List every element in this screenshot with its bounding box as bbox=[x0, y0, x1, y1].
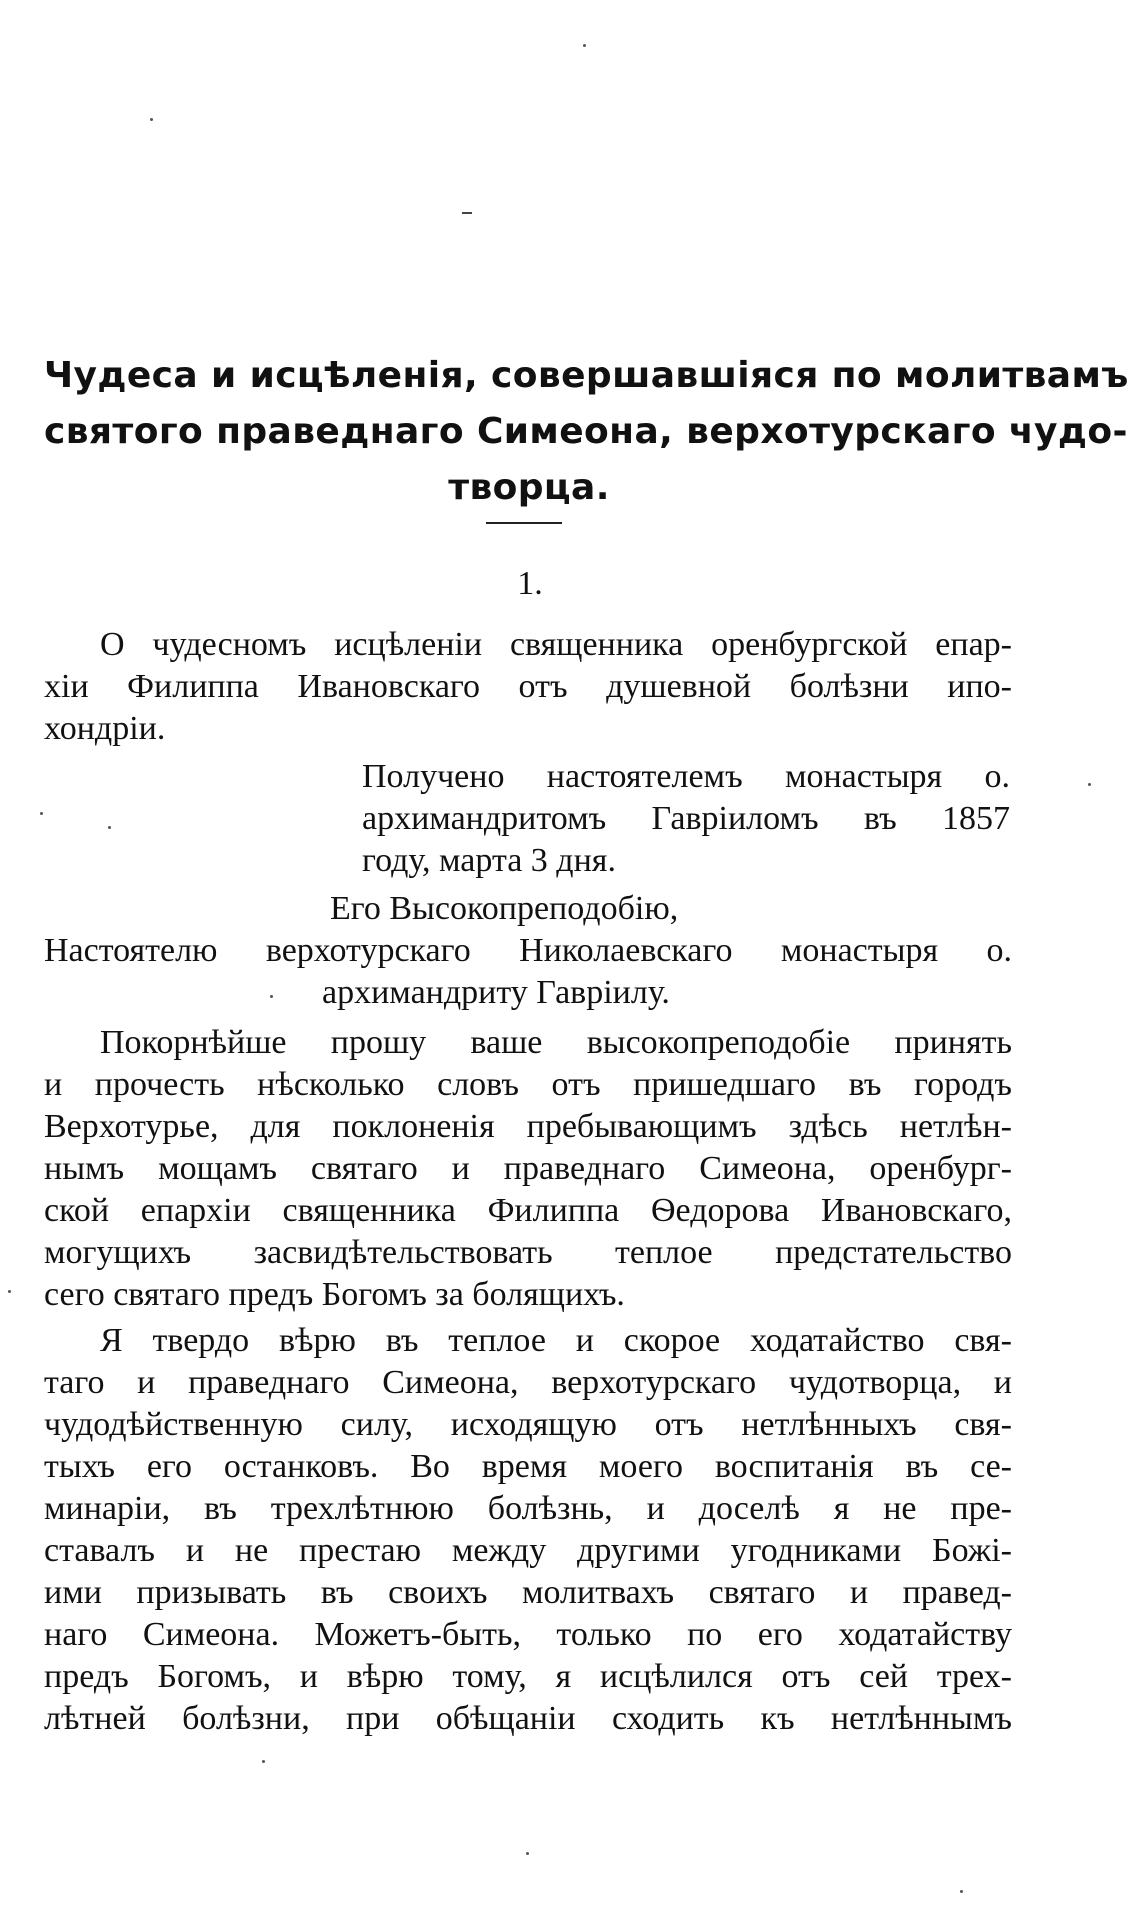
paragraph-line: Я твердо вѣрю въ теплое и скорое ходатайство свя- bbox=[100, 1322, 1012, 1359]
subtitle-line: О чудесномъ исцѣленіи священника оренбургской епар- bbox=[100, 626, 1012, 663]
received-note-line: Получено настоятелемъ монастыря о. bbox=[362, 758, 1010, 795]
letter-address bbox=[44, 888, 1012, 1014]
paragraph-line: ставалъ и не престаю между другими угодниками Божі- bbox=[44, 1532, 1012, 1569]
section-number: 1. bbox=[517, 565, 543, 602]
address-line: архимандриту Гавріилу. bbox=[322, 974, 670, 1011]
title-divider bbox=[486, 522, 562, 524]
paragraph-line: чудодѣйственную силу, исходящую отъ нетлѣнныхъ свя- bbox=[44, 1406, 1012, 1443]
scan-speck bbox=[583, 44, 586, 47]
paragraph-line: нымъ мощамъ святаго и праведнаго Симеона, оренбург- bbox=[44, 1150, 1012, 1187]
letter-paragraph bbox=[44, 1320, 1012, 1740]
letter-paragraph bbox=[44, 1022, 1012, 1316]
paragraph-line: наго Симеона. Можетъ-быть, только по его ходатайству bbox=[44, 1616, 1012, 1653]
chapter-title-line: Чудеса и исцѣленія, совершавшіяся по молитвамъ bbox=[44, 355, 1129, 396]
paragraph-line: минаріи, въ трехлѣтнюю болѣзнь, и доселѣ я не пре- bbox=[44, 1490, 1012, 1527]
scan-speck bbox=[1088, 783, 1091, 786]
chapter-title-line: святого праведнаго Симеона, верхотурскаго чудо- bbox=[44, 411, 1128, 452]
paragraph-line: тыхъ его останковъ. Во время моего воспитанія въ се- bbox=[44, 1448, 1012, 1485]
chapter-title-line: творца. bbox=[448, 467, 610, 508]
section-subtitle bbox=[44, 624, 1012, 750]
scan-speck bbox=[262, 1760, 265, 1763]
paragraph-line: могущихъ засвидѣтельствовать теплое предстательство bbox=[44, 1234, 1012, 1271]
paragraph-line: Покорнѣйше прошу ваше высокопреподобіе принять bbox=[100, 1024, 1012, 1061]
received-note-line: архимандритомъ Гавріиломъ въ 1857 bbox=[362, 800, 1010, 837]
scan-speck bbox=[462, 212, 472, 214]
scan-speck bbox=[526, 1852, 529, 1855]
scan-speck bbox=[8, 1290, 11, 1293]
chapter-title bbox=[44, 348, 1129, 516]
paragraph-line: лѣтней болѣзни, при обѣщаніи сходить къ нетлѣннымъ bbox=[44, 1700, 1012, 1737]
address-line: Настоятелю верхотурскаго Николаевскаго монастыря о. bbox=[44, 932, 1012, 969]
paragraph-line: ской епархіи священника Филиппа Ѳедорова Ивановскаго, bbox=[44, 1192, 1012, 1229]
paragraph-line: Верхотурье, для поклоненія пребывающимъ здѣсь нетлѣн- bbox=[44, 1108, 1012, 1145]
scan-speck bbox=[108, 826, 111, 829]
received-note-line: году, марта 3 дня. bbox=[362, 842, 616, 879]
scan-speck bbox=[40, 812, 43, 815]
address-line: Его Высокопреподобію, bbox=[330, 890, 679, 927]
paragraph-line: и прочесть нѣсколько словъ отъ пришедшаго въ городъ bbox=[44, 1066, 1012, 1103]
scan-speck bbox=[960, 1890, 963, 1893]
subtitle-line: хондріи. bbox=[44, 710, 166, 747]
received-note bbox=[362, 756, 1010, 882]
subtitle-line: хіи Филиппа Ивановскаго отъ душевной болѣзни ипо- bbox=[44, 668, 1012, 705]
paragraph-line: таго и праведнаго Симеона, верхотурскаго чудотворца, и bbox=[44, 1364, 1012, 1401]
paragraph-line: предъ Богомъ, и вѣрю тому, я исцѣлился отъ сей трех- bbox=[44, 1658, 1012, 1695]
paragraph-line: ими призывать въ своихъ молитвахъ святаго и правед- bbox=[44, 1574, 1012, 1611]
paragraph-line: сего святаго предъ Богомъ за болящихъ. bbox=[44, 1276, 625, 1313]
scan-speck bbox=[150, 118, 153, 121]
